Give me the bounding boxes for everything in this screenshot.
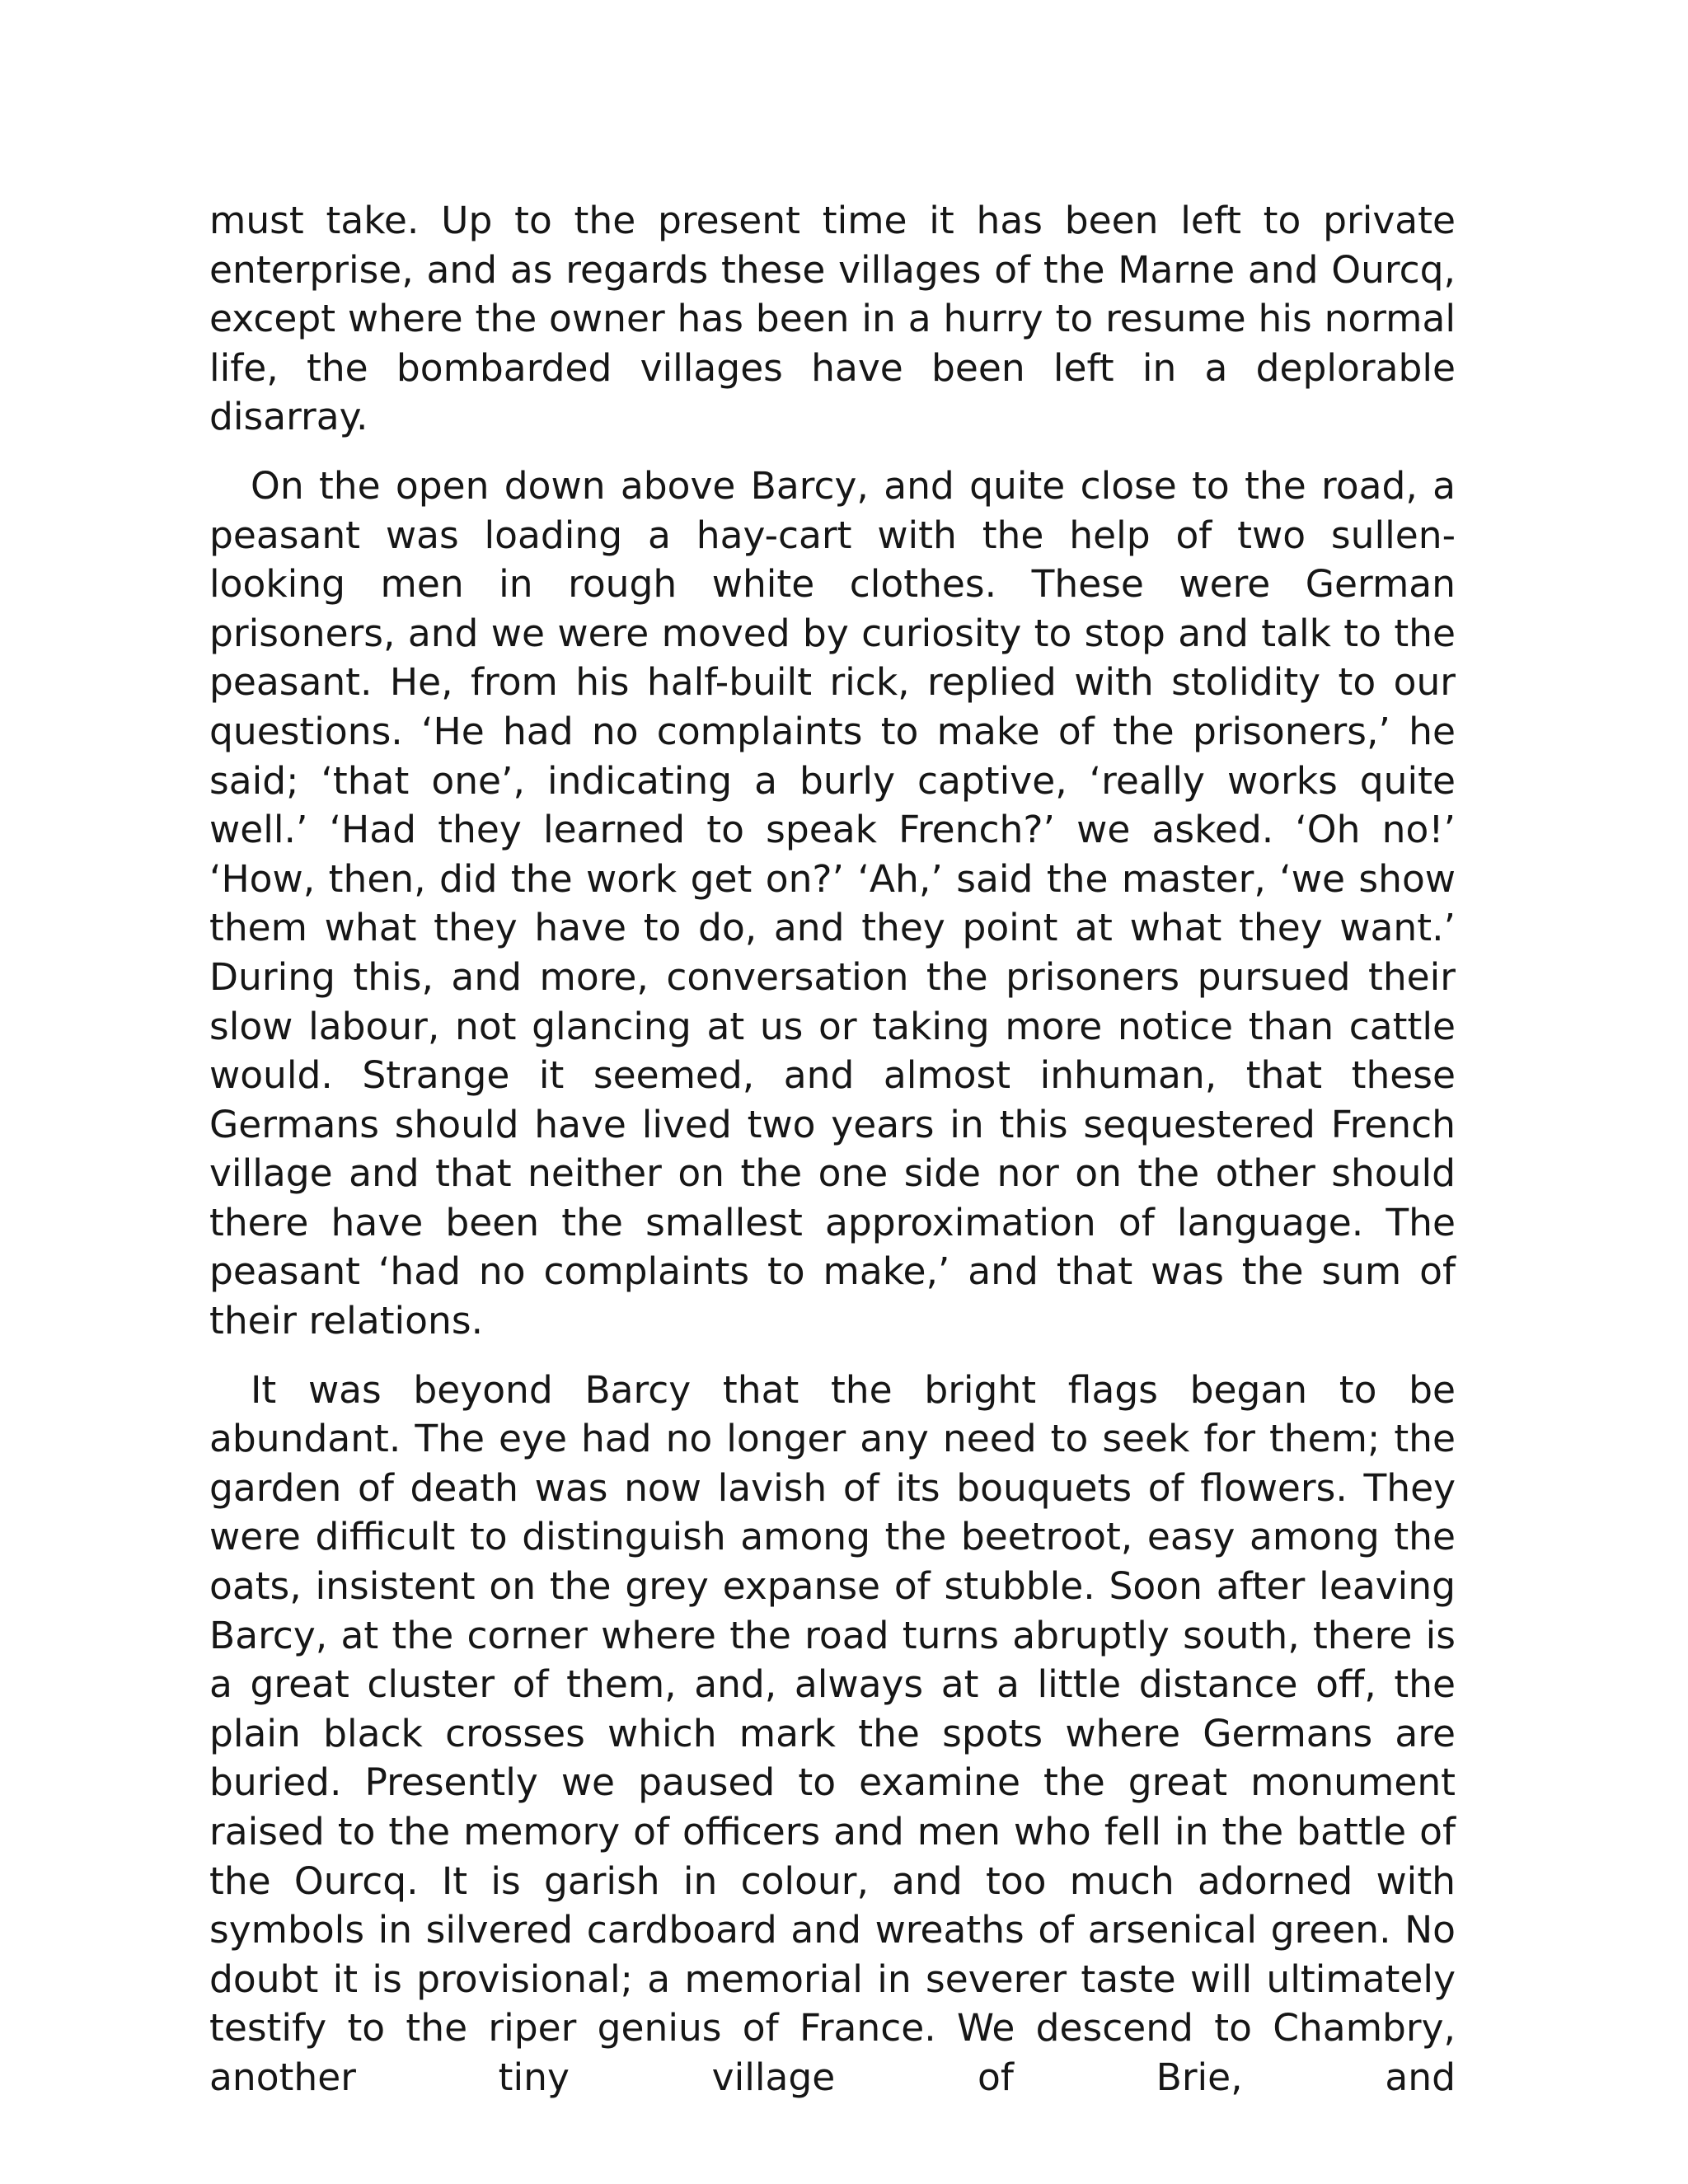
book-page [209, 196, 1456, 2102]
paragraph-1: must take. Up to the present time it has been left to private enterprise, and as regards these villages of the Marne and Ourcq, except where the owner has been in a hurry to resume his normal life, the bombarded villages have been left in a deplorable disarray. [209, 199, 1456, 439]
paragraph-3: It was beyond Barcy that the bright flags began to be abundant. The eye had no longer any need to seek for them; the garden of death was now lavish of its bouquets of flowers. They were difficult to distinguish among the beetroot, easy among the oats, insistent on the grey expanse of stubble. Soon after leaving Barcy, at the corner where the road turns abruptly south, there is a great cluster of them, and, always at a little distance off, the plain black crosses which mark the spots where Germans are buried. Presently we paused to examine the great monument raised to the memory of officers and men who fell in the battle of the Ourcq. It is garish in colour, and too much adorned with symbols in silvered cardboard and wreaths of arsenical green. No doubt it is provisional; a memorial in severer taste will ultimately testify to the riper genius of France. We descend to Chambry, another tiny village of Brie, and [209, 1367, 1456, 2099]
paragraph-2: On the open down above Barcy, and quite close to the road, a peasant was loading a hay-cart with the help of two sullen-looking men in rough white clothes. These were German prisoners, and we were moved by curiosity to stop and talk to the peasant. He, from his half-built rick, replied with stolidity to our questions. ‘He had no complaints to make of the prisoners,’ he said; ‘that one’, indicating a burly captive, ‘really works quite well.’ ‘Had they learned to speak French?’ we asked. ‘Oh no!’ ‘How, then, did the work get on?’ ‘Ah,’ said the master, ‘we show them what they have to do, and they point at what they want.’ During this, and more, conversation the prisoners pursued their slow labour, not glancing at us or taking more notice than cattle would. Strange it seemed, and almost inhuman, that these Germans should have lived two years in this sequestered French village and that neither on the one side nor on the other should there have been the smallest approximation of language. The peasant ‘had no complaints to make,’ and that was the sum of their relations. [209, 463, 1456, 1343]
